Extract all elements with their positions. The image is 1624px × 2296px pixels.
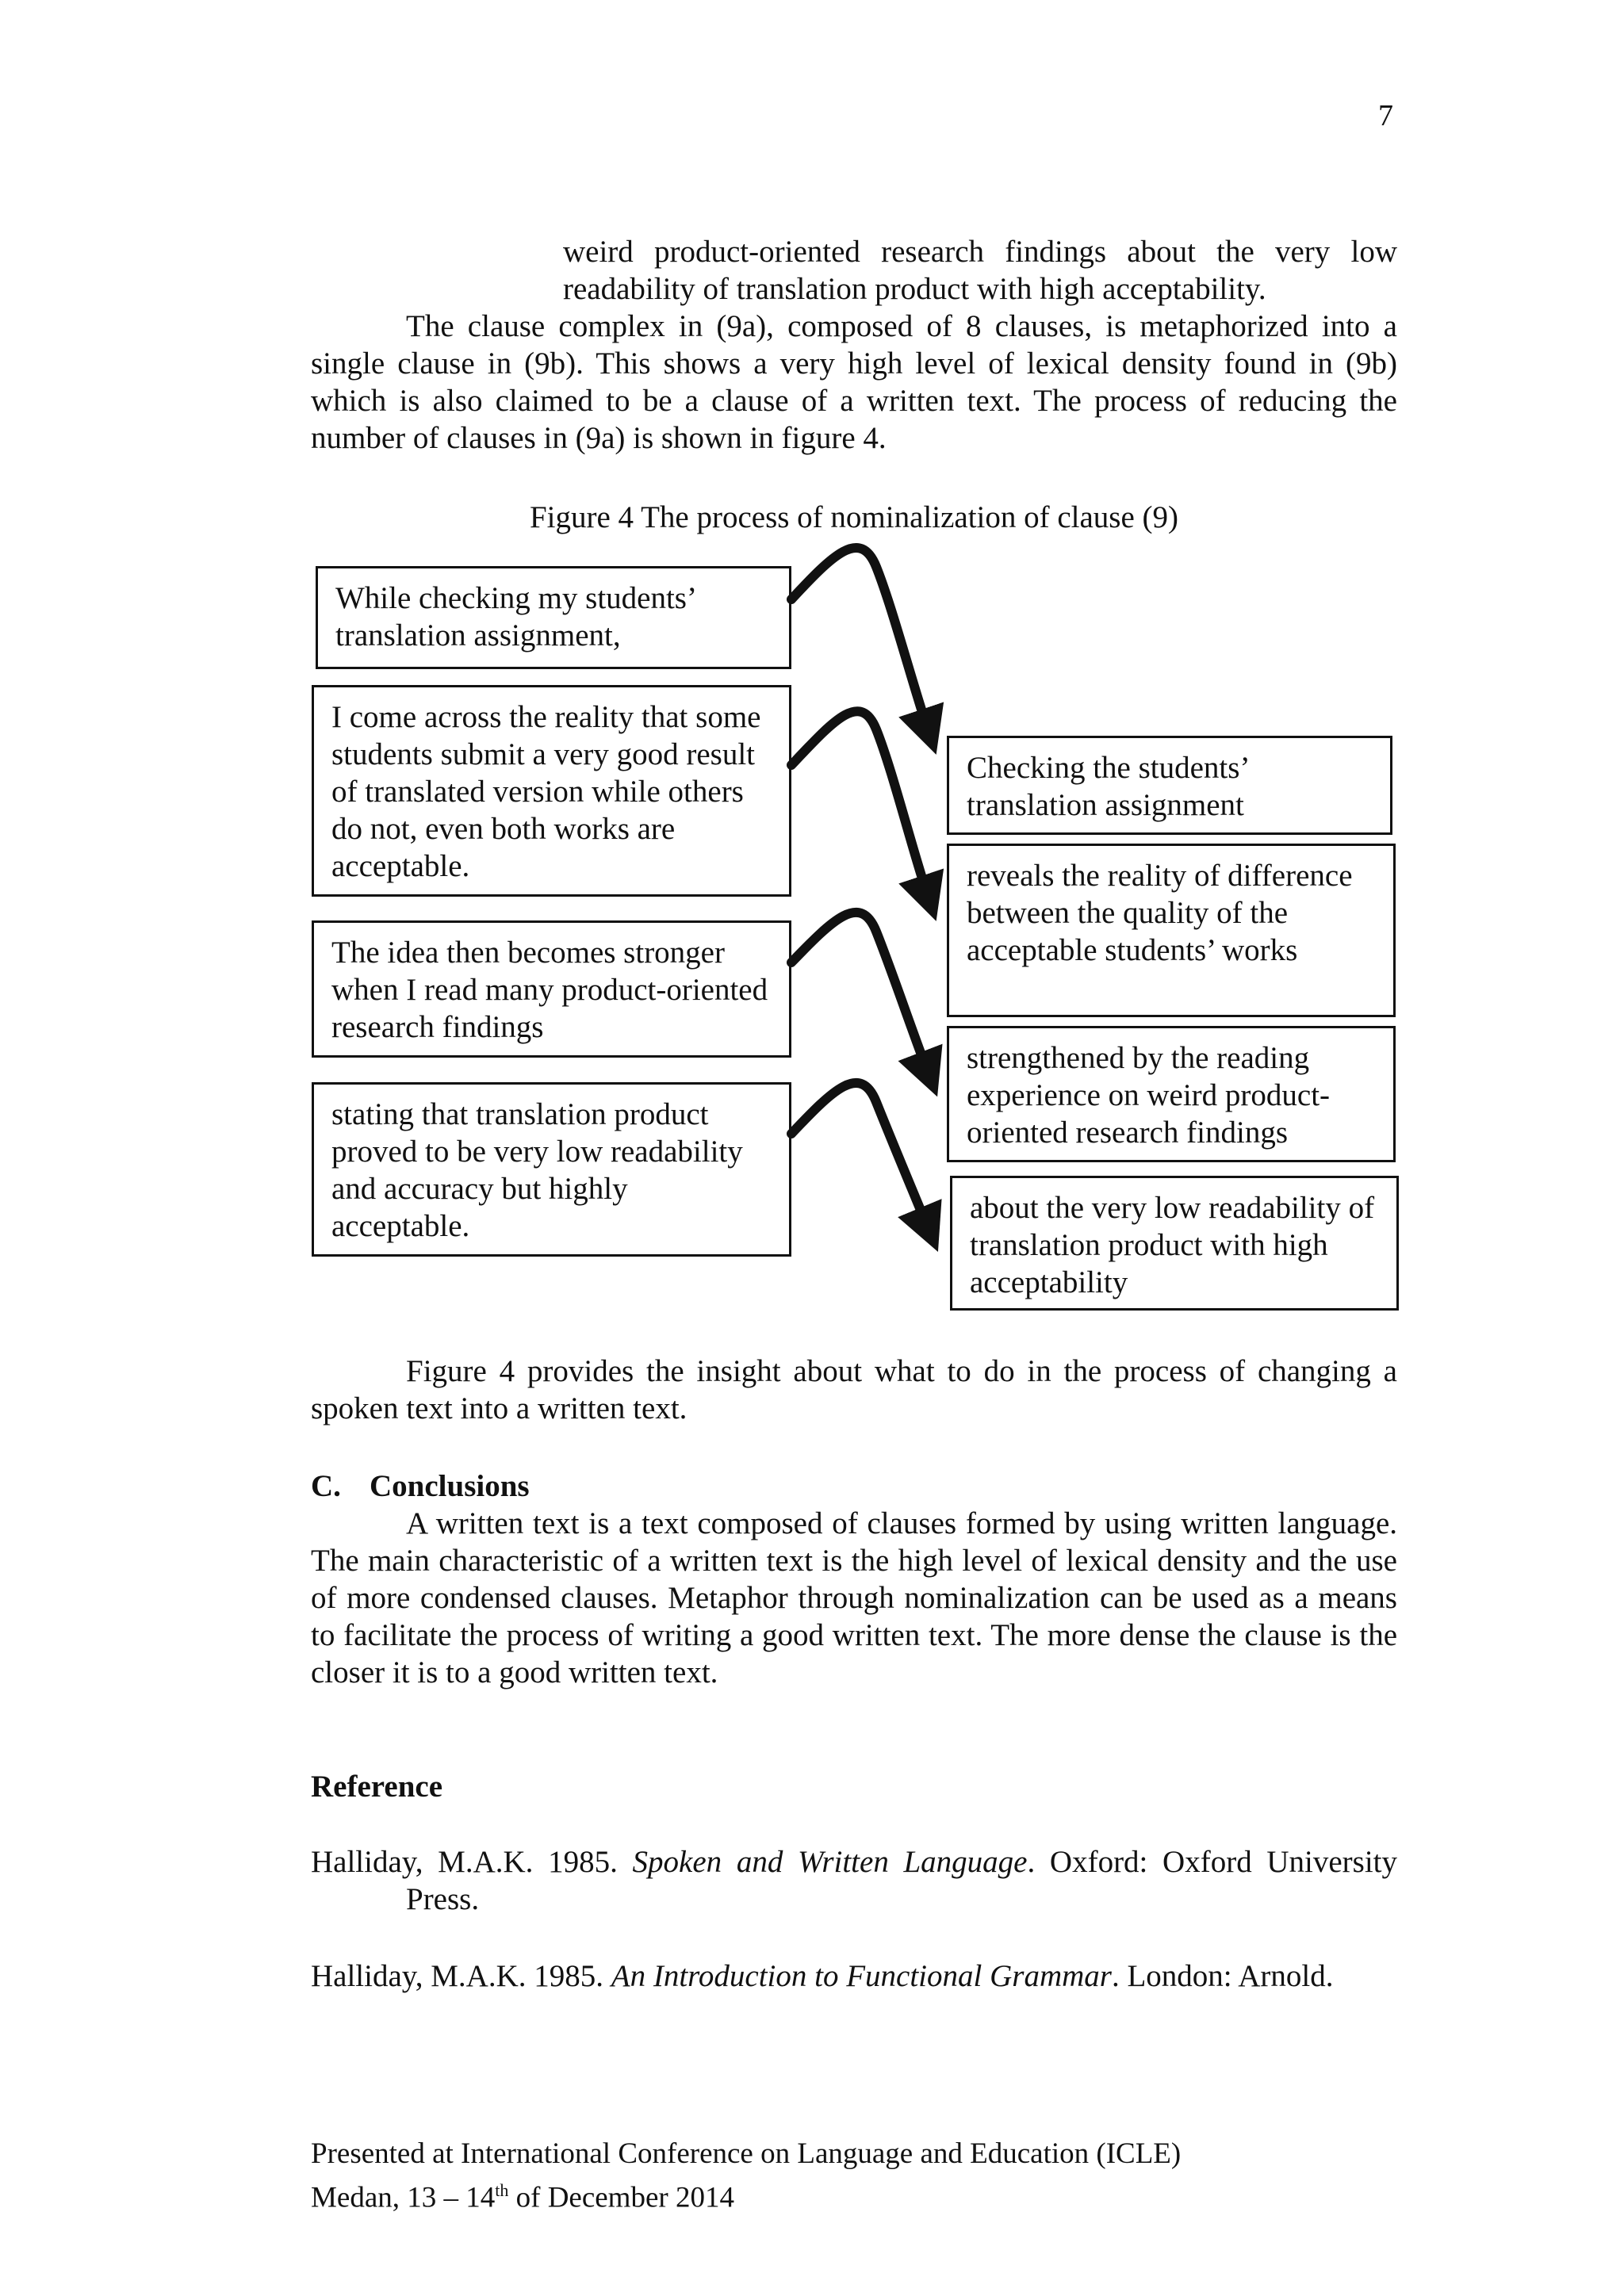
page-number: 7 (1378, 99, 1393, 132)
reference-1-title: Spoken and Written Language (632, 1845, 1028, 1879)
section-label: C. (311, 1469, 341, 1503)
reference-2-title: An Introduction to Functional Grammar (611, 1959, 1112, 1993)
right-box-2-text: reveals the reality of difference between the quality of the acceptable students’ works (967, 859, 1353, 967)
footer-date-end: of December 2014 (508, 2181, 734, 2214)
arrow-1 (791, 548, 928, 729)
footer-date-start: Medan, 13 – 14 (311, 2181, 496, 2214)
right-box-3-text: strengthened by the reading experience on weird product-oriented research findings (967, 1041, 1331, 1150)
right-box-1-text: Checking the students’ translation assignment (967, 751, 1248, 822)
left-box-2-text: I come across the reality that some students submit a very good result of translated version while others do not, even both works are acceptable. (331, 700, 761, 883)
paragraph-clause-complex: The clause complex in (9a), composed of 8 clauses, is metaphorized into a single clause in (9b). This shows a very high level of lexical density found in (9b) which is also claimed to be a clause of a written text. The process of reducing the number of clauses in (9a) is shown in figure 4. (311, 309, 1397, 455)
paragraph-conclusions: A written text is a text composed of clauses formed by using written language. The main characteristic of a written text is the high level of lexical density and the use of more condensed clauses. Metaphor through nominalization can be used as a means to facilitate the process of writing a good written text. The more dense the clause is the closer it is to a good written text. (311, 1506, 1397, 1689)
left-box-3-text: The idea then becomes stronger when I read many product-oriented research findings (331, 936, 768, 1044)
arrow-4 (791, 1083, 928, 1227)
paragraph-figure-insight: Figure 4 provides the insight about what to do in the process of changing a spoken text into a written text. (311, 1354, 1397, 1425)
block-quote: weird product-oriented research findings about the very low readability of translation product with high acceptability. (563, 235, 1397, 306)
section-title: Conclusions (370, 1469, 530, 1503)
reference-item-1 (311, 1843, 1397, 1918)
reference-item-2 (311, 1957, 1397, 1995)
figure-caption: Figure 4 The process of nominalization of clause (9) (529, 500, 1179, 534)
arrow-2 (791, 711, 928, 896)
arrow-3 (791, 913, 928, 1072)
left-box-1-text: While checking my students’ translation assignment, (335, 581, 695, 652)
footer (311, 2136, 1181, 2216)
right-box-4-text: about the very low readability of translation product with high acceptability (970, 1191, 1375, 1299)
footer-line-1: Presented at International Conference on Language and Education (ICLE) (311, 2137, 1182, 2170)
reference-1-author: Halliday, M.A.K. 1985. (311, 1845, 618, 1879)
section-heading (311, 1468, 530, 1504)
reference-2-author: Halliday, M.A.K. 1985. (311, 1959, 604, 1993)
left-box-4-text: stating that translation product proved to be very low readability and accuracy but highly acceptable. (331, 1097, 743, 1243)
footer-line-2 (311, 2172, 1181, 2216)
reference-1-publisher: . Oxford: Oxford University Press. (406, 1845, 1398, 1916)
reference-2-publisher: . London: Arnold. (1111, 1959, 1334, 1993)
footer-date-suffix: th (495, 2180, 509, 2200)
reference-heading: Reference (311, 1770, 442, 1804)
